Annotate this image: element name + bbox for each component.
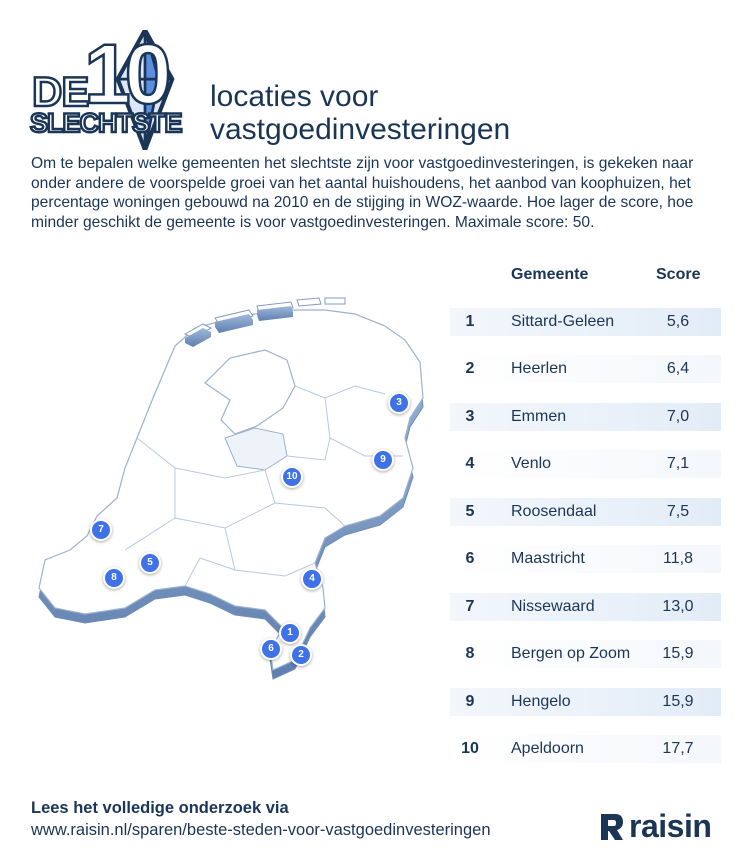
row-gemeente: Venlo bbox=[511, 455, 552, 472]
header-score: Score bbox=[656, 266, 701, 283]
map-illustration bbox=[25, 288, 445, 688]
row-rank: 6 bbox=[465, 550, 475, 567]
footer-heading: Lees het volledige onderzoek via bbox=[31, 799, 289, 817]
header-gemeente: Gemeente bbox=[511, 266, 589, 283]
row-gemeente: Maastricht bbox=[511, 550, 585, 567]
row-score: 11,8 bbox=[663, 550, 693, 567]
table-row bbox=[450, 593, 721, 621]
map-marker-1[interactable]: 1 bbox=[279, 622, 301, 644]
table-row bbox=[450, 688, 721, 716]
table-row bbox=[450, 640, 721, 668]
row-score: 15,9 bbox=[662, 692, 694, 710]
title-line-2: vastgoedinvesteringen bbox=[210, 113, 511, 146]
row-rank: 5 bbox=[465, 502, 475, 520]
table-header bbox=[450, 264, 721, 288]
raisin-mark-icon bbox=[597, 812, 625, 842]
row-rank: 7 bbox=[465, 597, 475, 615]
map-marker-7[interactable]: 7 bbox=[90, 519, 112, 541]
row-gemeente: Roosendaal bbox=[511, 502, 597, 520]
row-rank: 1 bbox=[465, 312, 475, 330]
row-rank: 3 bbox=[465, 407, 475, 425]
map-marker-5[interactable]: 5 bbox=[139, 552, 161, 574]
map-marker-9[interactable]: 9 bbox=[372, 449, 394, 471]
row-rank: 2 bbox=[465, 360, 475, 377]
map-marker-4[interactable]: 4 bbox=[301, 568, 323, 590]
row-gemeente: Bergen op Zoom bbox=[511, 645, 631, 662]
table-row bbox=[450, 450, 721, 478]
logo-bottom-text: SLECHTSTE bbox=[30, 108, 182, 138]
row-gemeente: Hengelo bbox=[511, 692, 571, 710]
map-marker-6[interactable]: 6 bbox=[260, 638, 282, 660]
map-marker-8[interactable]: 8 bbox=[103, 567, 125, 589]
logo-number: 10 bbox=[84, 27, 166, 121]
row-score: 17,7 bbox=[662, 740, 694, 757]
row-gemeente: Sittard-Geleen bbox=[511, 312, 615, 330]
map-marker-2[interactable]: 2 bbox=[290, 644, 312, 666]
page-title bbox=[210, 80, 510, 146]
title-line-1: locaties voor bbox=[210, 80, 379, 113]
logo-de-10-slechtste bbox=[28, 24, 198, 144]
row-score: 7,0 bbox=[666, 407, 690, 425]
row-rank: 4 bbox=[465, 455, 475, 472]
map-marker-3[interactable]: 3 bbox=[388, 392, 410, 414]
row-gemeente: Emmen bbox=[511, 407, 567, 425]
row-rank: 10 bbox=[461, 740, 479, 757]
table-row bbox=[450, 735, 721, 763]
row-score: 5,6 bbox=[666, 312, 690, 330]
footer-link[interactable]: www.raisin.nl/sparen/beste-steden-voor-vastgoedinvesteringen bbox=[31, 821, 491, 839]
row-score: 15,9 bbox=[662, 645, 694, 662]
row-gemeente: Heerlen bbox=[511, 360, 568, 377]
raisin-logo bbox=[597, 808, 727, 848]
row-rank: 9 bbox=[465, 692, 475, 710]
map-marker-10[interactable]: 10 bbox=[281, 466, 303, 488]
table-row bbox=[450, 545, 721, 573]
table-row bbox=[450, 355, 721, 383]
intro-paragraph: Om te bepalen welke gemeenten het slechtste zijn voor vastgoedinvesteringen, is gekeken naar onder andere de voorspelde groei van het aantal huishoudens, het aanbod van koophuizen, het percentage woningen gebouwd na 2010 en de stijging in WOZ-waarde. Hoe lager de score, hoe minder geschikt de gemeente is voor vastgoedinvesteringen. Maximale score: 50. bbox=[31, 155, 694, 231]
brand-name: raisin bbox=[629, 808, 712, 844]
row-score: 7,1 bbox=[666, 455, 690, 472]
table-row bbox=[450, 308, 721, 336]
row-score: 6,4 bbox=[666, 360, 690, 377]
netherlands-map bbox=[25, 288, 445, 688]
row-score: 13,0 bbox=[662, 597, 694, 615]
row-score: 7,5 bbox=[666, 502, 690, 520]
ranking-table bbox=[450, 264, 721, 763]
row-gemeente: Apeldoorn bbox=[511, 740, 584, 757]
table-row bbox=[450, 498, 721, 526]
table-row bbox=[450, 403, 721, 431]
logo-top-text: DE bbox=[32, 68, 89, 115]
row-rank: 8 bbox=[465, 645, 475, 662]
row-gemeente: Nissewaard bbox=[511, 597, 595, 615]
